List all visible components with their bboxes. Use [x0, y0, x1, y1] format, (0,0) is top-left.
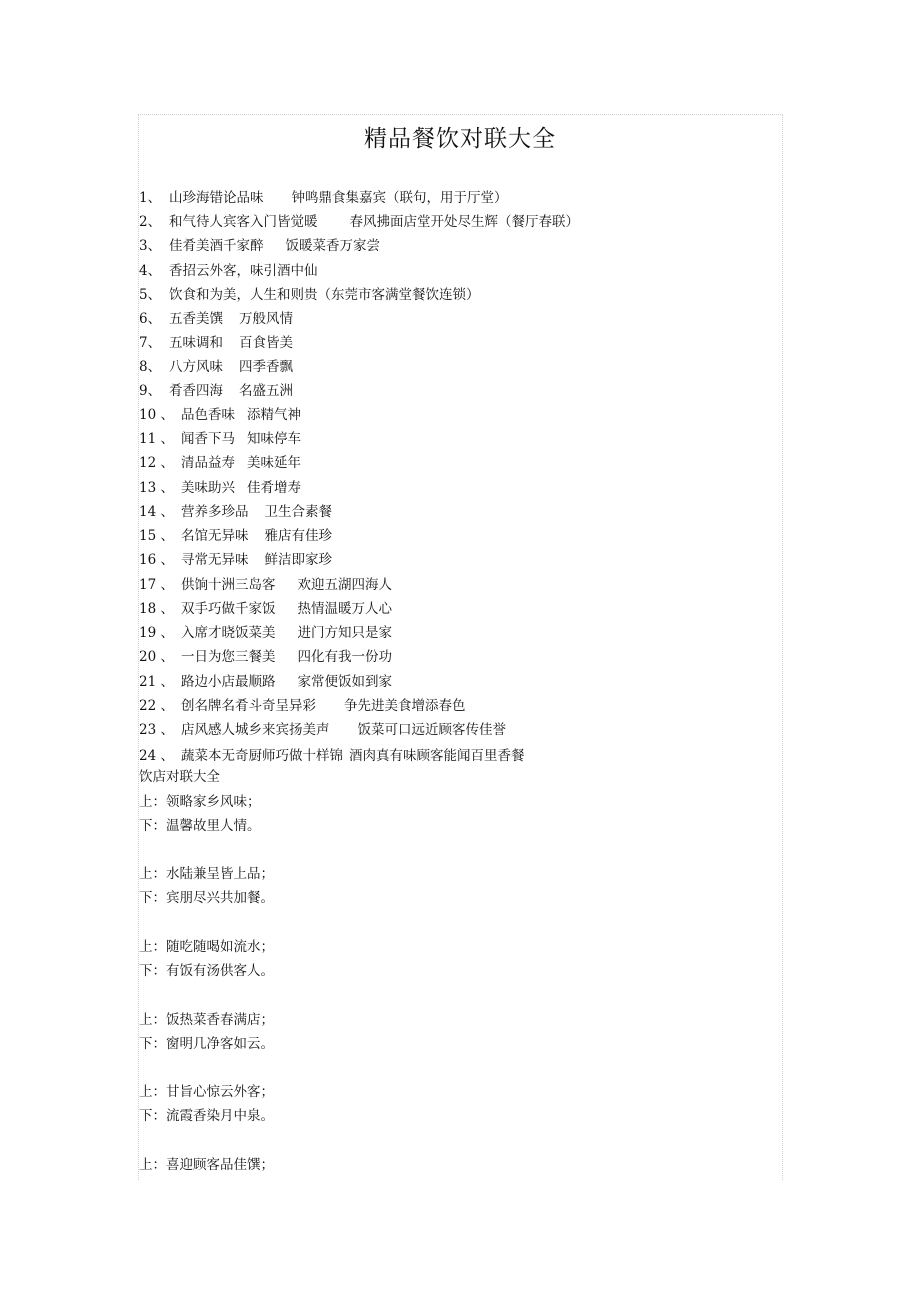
item-number: 8、: [139, 359, 162, 375]
list-item: [139, 527, 332, 545]
couplet-lower: 下：有饭有汤供客人。: [139, 963, 274, 979]
item-second-line: 家常便饭如到家: [297, 674, 392, 690]
couplet-lower: 下：流霞香染月中泉。: [139, 1108, 274, 1124]
couplet-upper: 上：领略家乡风味；: [139, 794, 261, 810]
item-second-line: 进门方知只是家: [297, 625, 392, 641]
item-first-line: 美味助兴: [181, 480, 235, 496]
item-second-line: 卫生合素餐: [264, 504, 332, 520]
item-second-line: 四化有我一份功: [297, 649, 392, 665]
item-second-line: 饭菜可口远近顾客传佳誉: [357, 722, 506, 738]
item-number: 11 、: [139, 431, 174, 447]
list-item: [139, 551, 332, 569]
item-first-line: 路边小店最顺路: [181, 674, 276, 690]
list-item: [139, 648, 392, 666]
item-number: 6、: [139, 311, 162, 327]
couplet-upper: 上：饭热菜香春满店；: [139, 1012, 274, 1028]
item-first-line: 香招云外客，味引酒中仙: [169, 263, 318, 279]
item-first-line: 八方风味: [169, 359, 223, 375]
item-number: 16 、: [139, 552, 174, 568]
item-second-line: 酒肉真有味顾客能闻百里香餐: [349, 748, 525, 764]
list-item: [139, 503, 332, 521]
item-number: 23 、: [139, 722, 174, 738]
item-first-line: 饮食和为美，人生和则贵（东莞市客满堂餐饮连锁）: [169, 287, 480, 303]
item-second-line: 欢迎五湖四海人: [297, 577, 392, 593]
item-first-line: 品色香味: [181, 407, 235, 423]
item-first-line: 五味调和: [169, 335, 223, 351]
list-item: [139, 237, 380, 255]
item-first-line: 入席才晓饭菜美: [181, 625, 276, 641]
list-item: [139, 600, 392, 618]
item-first-line: 清品益寿: [181, 455, 235, 471]
item-second-line: 饭暖菜香万家尝: [285, 238, 380, 254]
item-second-line: 知味停车: [247, 431, 301, 447]
item-first-line: 一日为您三餐美: [181, 649, 276, 665]
item-first-line: 山珍海错论品味: [169, 190, 264, 206]
list-item: [139, 189, 508, 207]
item-number: 7、: [139, 335, 162, 351]
document-title: 精品餐饮对联大全: [364, 126, 556, 152]
item-second-line: 美味延年: [247, 455, 301, 471]
item-number: 19 、: [139, 625, 174, 641]
item-number: 12 、: [139, 455, 174, 471]
item-second-line: 添精气神: [247, 407, 301, 423]
item-second-line: 佳肴增寿: [247, 480, 301, 496]
list-item: [139, 406, 301, 424]
list-item: [139, 430, 301, 448]
item-number: 5、: [139, 287, 162, 303]
list-item: [139, 334, 293, 352]
item-first-line: 寻常无异味: [181, 552, 249, 568]
item-second-line: 鲜洁即家珍: [264, 552, 332, 568]
item-first-line: 五香美馔: [169, 311, 223, 327]
couplet-upper: 上：甘旨心惊云外客；: [139, 1084, 274, 1100]
item-number: 24 、: [139, 748, 174, 764]
couplet-lower: 下：温馨故里人情。: [139, 818, 261, 834]
list-item: [139, 454, 301, 472]
item-second-line: 热情温暖万人心: [297, 601, 392, 617]
item-number: 22 、: [139, 698, 174, 714]
item-number: 9、: [139, 383, 162, 399]
item-number: 3、: [139, 238, 162, 254]
item-second-line: 春风拂面店堂开处尽生辉（餐厅春联）: [349, 214, 579, 230]
list-item: [139, 673, 392, 691]
item-number: 4、: [139, 263, 162, 279]
item-second-line: 钟鸣鼎食集嘉宾（联句，用于厅堂）: [291, 190, 508, 206]
item-second-line: 万般风情: [239, 311, 293, 327]
item-number: 17 、: [139, 577, 174, 593]
couplet-upper: 上：水陆兼呈皆上品；: [139, 866, 274, 882]
list-item: [139, 358, 293, 376]
list-item: [139, 624, 392, 642]
list-item: [139, 721, 506, 739]
item-second-line: 百食皆美: [239, 335, 293, 351]
couplet-lower: 下：窗明几净客如云。: [139, 1036, 274, 1052]
item-second-line: 名盛五洲: [239, 383, 293, 399]
item-number: 21 、: [139, 674, 174, 690]
item-first-line: 名馆无异味: [181, 528, 249, 544]
list-item: [139, 382, 293, 400]
list-item: [139, 310, 293, 328]
couplet-upper: 上：喜迎顾客品佳馔；: [139, 1157, 274, 1173]
item-number: 10 、: [139, 407, 174, 423]
list-item: [139, 286, 480, 304]
item-second-line: 四季香飘: [239, 359, 293, 375]
item-first-line: 营养多珍品: [181, 504, 249, 520]
couplet-upper: 上：随吃随喝如流水；: [139, 939, 274, 955]
item-number: 1、: [139, 190, 162, 206]
item-first-line: 闻香下马: [181, 431, 235, 447]
item-first-line: 蔬菜本无奇厨师巧做十样锦: [181, 748, 343, 764]
item-first-line: 肴香四海: [169, 383, 223, 399]
list-item: [139, 747, 525, 765]
item-first-line: 和气待人宾客入门皆觉暖: [169, 214, 318, 230]
item-number: 2、: [139, 214, 162, 230]
item-number: 20 、: [139, 649, 174, 665]
list-item: [139, 213, 579, 231]
list-item: [139, 576, 392, 594]
item-first-line: 供饷十洲三岛客: [181, 577, 276, 593]
item-number: 14 、: [139, 504, 174, 520]
item-number: 15 、: [139, 528, 174, 544]
item-first-line: 佳肴美酒千家醉: [169, 238, 264, 254]
item-first-line: 双手巧做千家饭: [181, 601, 276, 617]
couplet-lower: 下：宾朋尽兴共加餐。: [139, 890, 274, 906]
item-first-line: 店风感人城乡来宾扬美声: [181, 722, 330, 738]
list-item: [139, 479, 301, 497]
item-number: 18 、: [139, 601, 174, 617]
section-title: 饮店对联大全: [139, 769, 220, 785]
item-second-line: 争先进美食增添春色: [344, 698, 466, 714]
item-first-line: 创名牌名肴斗奇呈异彩: [181, 698, 316, 714]
list-item: [139, 262, 318, 280]
item-second-line: 雅店有佳珍: [264, 528, 332, 544]
list-item: [139, 697, 466, 715]
item-number: 13 、: [139, 480, 174, 496]
